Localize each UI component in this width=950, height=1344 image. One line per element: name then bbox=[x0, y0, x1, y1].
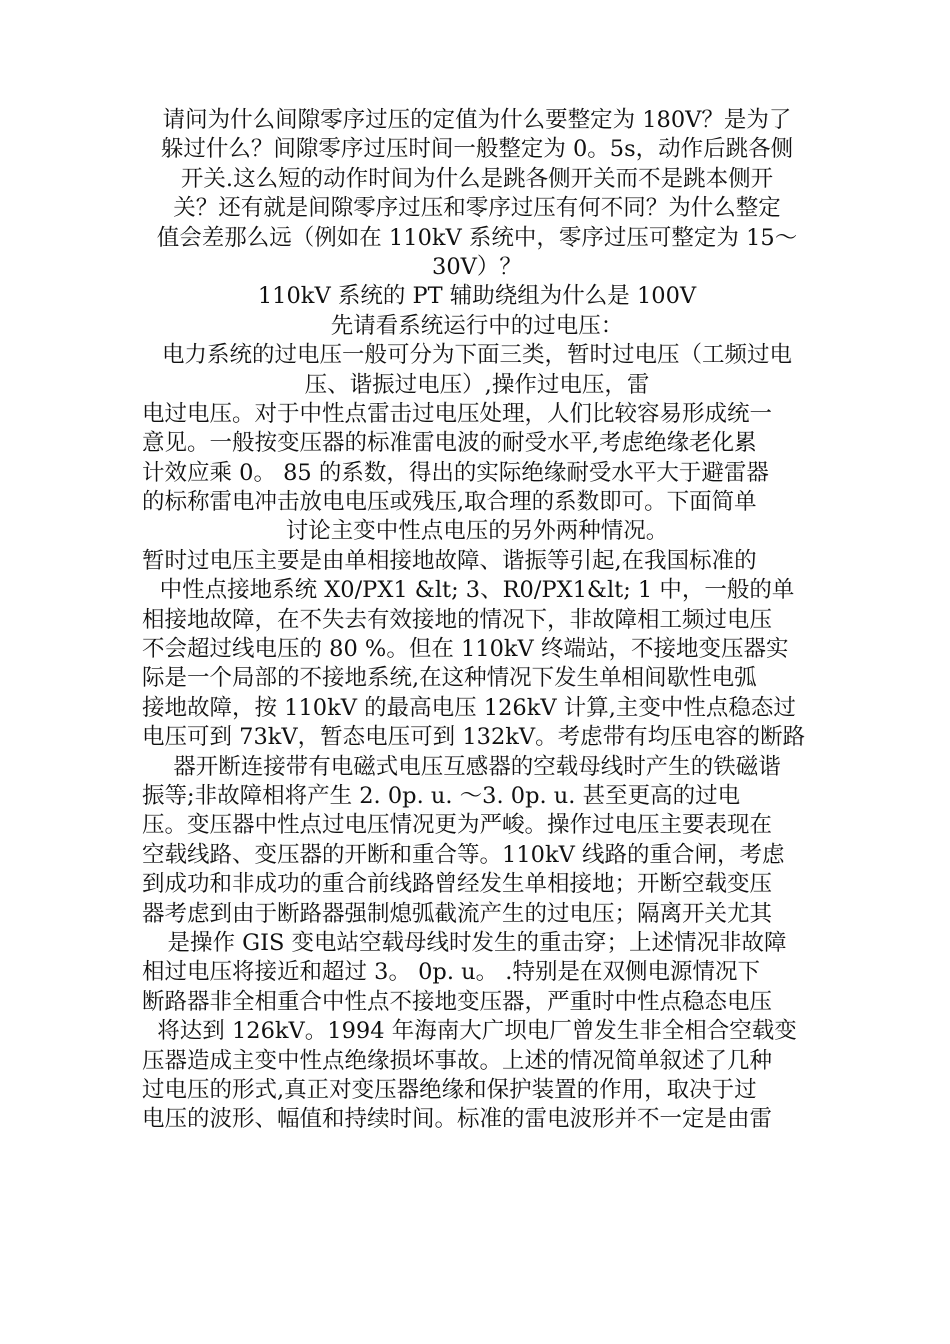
text-line: 到成功和非成功的重合前线路曾经发生单相接地；开断空载变压 bbox=[142, 871, 773, 898]
text-line: 暂时过电压主要是由单相接地故障、谐振等引起,在我国标准的 bbox=[142, 547, 757, 574]
text-line: 振等;非故障相将产生 2. 0p. u. ～3. 0p. u. 甚至更高的过电 bbox=[142, 782, 741, 809]
text-line: 躲过什么？间隙零序过压时间一般整定为 0。5s，动作后跳各侧 bbox=[160, 136, 794, 163]
text-line: 将达到 126kV。1994 年海南大广坝电厂曾发生非全相合空载变 bbox=[157, 1018, 797, 1045]
text-line: 压。变压器中性点过电压情况更为严峻。操作过电压主要表现在 bbox=[142, 812, 773, 839]
text-line: 空载线路、变压器的开断和重合等。110kV 线路的重合闸，考虑 bbox=[142, 841, 785, 868]
text-line: 的标称雷电冲击放电电压或残压,取合理的系数即可。下面简单 bbox=[142, 489, 757, 516]
text-line: 中性点接地系统 X0/PX1 &lt; 3、R0/PX1&lt; 1 中，一般的单 bbox=[159, 577, 795, 604]
text-line: 计效应乘 0。 85 的系数，得出的实际绝缘耐受水平大于避雷器 bbox=[142, 459, 769, 486]
text-line: 讨论主变中性点电压的另外两种情况。 bbox=[285, 518, 669, 545]
text-line: 相过电压将接近和超过 3。 0p. u。 .特别是在双侧电源情况下 bbox=[142, 959, 760, 986]
text-line: 不会超过线电压的 80 %。但在 110kV 终端站，不接地变压器实 bbox=[142, 636, 789, 663]
text-line: 断路器非全相重合中性点不接地变压器，严重时中性点稳态电压 bbox=[142, 988, 773, 1015]
text-line: 电力系统的过电压一般可分为下面三类，暂时过电压（工频过电 bbox=[161, 342, 792, 369]
text-line: 压、谐振过电压）,操作过电压，雷 bbox=[304, 371, 650, 398]
text-line: 际是一个局部的不接地系统,在这种情况下发生单相间歇性电弧 bbox=[142, 665, 757, 692]
text-line: 器考虑到由于断路器强制熄弧截流产生的过电压；隔离开关尤其 bbox=[142, 900, 773, 927]
text-line: 请问为什么间隙零序过压的定值为什么要整定为 180V？是为了 bbox=[162, 107, 792, 133]
text-line: 关？还有就是间隙零序过压和零序过压有何不同？为什么整定 bbox=[173, 195, 781, 222]
text-line: 压器造成主变中性点绝缘损坏事故。上述的情况简单叙述了几种 bbox=[142, 1047, 773, 1074]
text-line: 开关.这么短的动作时间为什么是跳各侧开关而不是跳本侧开 bbox=[180, 165, 774, 192]
text-line: 110kV 系统的 PT 辅助绕组为什么是 100V bbox=[257, 283, 697, 310]
document-body bbox=[142, 106, 812, 1135]
text-line: 30V）？ bbox=[432, 253, 522, 280]
text-line: 值会差那么远（例如在 110kV 系统中，零序过压可整定为 15～ bbox=[156, 224, 798, 251]
text-line: 电过电压。对于中性点雷击过电压处理，人们比较容易形成统一 bbox=[142, 400, 773, 427]
text-line: 器开断连接带有电磁式电压互感器的空载母线时产生的铁磁谐 bbox=[173, 753, 781, 780]
text-line: 过电压的形式,真正对变压器绝缘和保护装置的作用，取决于过 bbox=[142, 1076, 757, 1103]
text-line: 电压可到 73kV，暂态电压可到 132kV。考虑带有均压电容的断路 bbox=[142, 724, 806, 751]
text-line: 接地故障，按 110kV 的最高电压 126kV 计算,主变中性点稳态过 bbox=[142, 694, 796, 721]
text-line: 先请看系统运行中的过电压： bbox=[330, 312, 624, 339]
text-line: 相接地故障，在不失去有效接地的情况下，非故障相工频过电压 bbox=[142, 606, 773, 633]
text-line: 电压的波形、幅值和持续时间。标准的雷电波形并不一定是由雷 bbox=[142, 1106, 773, 1133]
text-line: 是操作 GIS 变电站空载母线时发生的重击穿；上述情况非故障 bbox=[167, 929, 787, 956]
text-line: 意见。一般按变压器的标准雷电波的耐受水平,考虑绝缘老化累 bbox=[142, 430, 757, 457]
